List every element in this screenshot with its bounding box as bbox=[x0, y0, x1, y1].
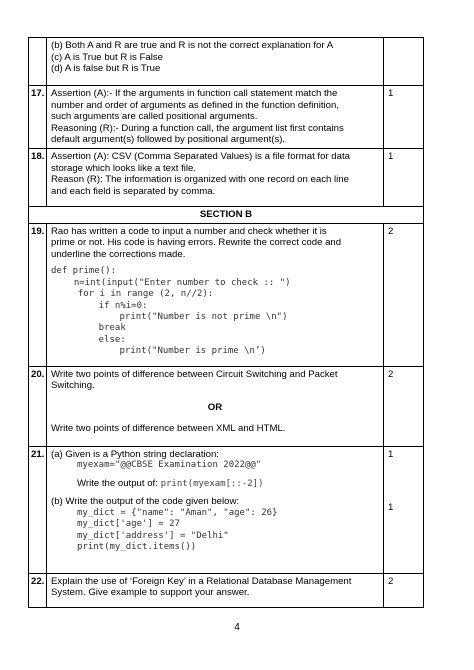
q19-code-line: print("Number is not prime \n") bbox=[87, 311, 288, 322]
q21-text bbox=[47, 446, 384, 573]
q18-number: 18. bbox=[29, 148, 47, 206]
q16-marks-cell bbox=[384, 38, 424, 86]
q20-or: OR bbox=[207, 401, 223, 413]
q17-marks: 1 bbox=[384, 86, 424, 149]
q21-a-write bbox=[51, 478, 379, 491]
q16-number-cell bbox=[29, 38, 47, 86]
q18-line: and each field is separated by comma. bbox=[51, 185, 216, 197]
q16-options-row bbox=[29, 38, 424, 86]
q20-line: Write two points of difference between Circuit Switching and Packet bbox=[51, 368, 338, 380]
q20-number: 20. bbox=[29, 366, 47, 446]
q18-marks: 1 bbox=[384, 148, 424, 206]
q22-line: System. Give example to support your answer. bbox=[51, 587, 250, 599]
q19-code-line: if n%i=0: bbox=[77, 300, 148, 311]
q20-text bbox=[47, 366, 384, 446]
q21-marks-a: 1 bbox=[388, 448, 394, 460]
q21-b-code-line: my_dict['address'] = "Delhi" bbox=[77, 530, 229, 541]
q21-a-write-label: Write the output of: bbox=[77, 477, 161, 489]
q19-text bbox=[47, 223, 384, 366]
q20-line: Switching. bbox=[51, 380, 95, 392]
q17-line: Assertion (A):- If the arguments in function call statement match the bbox=[51, 88, 338, 99]
q18-text bbox=[47, 148, 384, 206]
q21-b-code-line: my_dict = {"name": "Aman", "age": 26} bbox=[77, 507, 278, 518]
q19-code-line: def prime(): bbox=[51, 266, 117, 277]
q16-option-d: (d) A is false but R is True bbox=[51, 63, 161, 75]
q19-row bbox=[29, 223, 424, 366]
q17-line: number and order of arguments as defined in the function definition, bbox=[51, 99, 339, 111]
q22-marks: 2 bbox=[384, 573, 424, 607]
q21-b-code-line: print(my_dict.items()) bbox=[77, 541, 197, 552]
q21-part-b: (b) Write the output of the code given below: bbox=[51, 496, 240, 508]
q19-code-line: n=int(input("Enter number to check :: ") bbox=[63, 277, 291, 288]
page-number: 4 bbox=[234, 622, 240, 633]
q21-marks-cell bbox=[384, 446, 424, 573]
q16-option-b: (b) Both A and R are true and R is not the correct explanation for A bbox=[51, 40, 334, 51]
q16-option-c: (c) A is True but R is False bbox=[51, 51, 163, 63]
q22-line: Explain the use of ‘Foreign Key’ in a Relational Database Management bbox=[51, 575, 352, 587]
q19-line: underline the corrections made. bbox=[51, 248, 186, 260]
q21-part-a: (a) Given is a Python string declaration: bbox=[51, 448, 219, 460]
q21-row bbox=[29, 446, 424, 573]
q16-options-cell bbox=[47, 38, 384, 86]
section-b-row bbox=[29, 206, 424, 223]
q21-marks-b: 1 bbox=[388, 502, 394, 514]
q18-row bbox=[29, 148, 424, 206]
q19-line: Rao has written a code to input a number and check whether it is bbox=[51, 225, 327, 237]
q19-marks: 2 bbox=[384, 223, 424, 366]
q18-line: Assertion (A): CSV (Comma Separated Values) is a file format for data bbox=[51, 150, 350, 162]
q21-a-expression: print(myexam[::-2]) bbox=[160, 478, 264, 489]
q19-code-line: for i in range (2, n//2): bbox=[67, 289, 214, 300]
q20-marks: 2 bbox=[384, 366, 424, 446]
q19-code-line: print("Number is prime \n’) bbox=[87, 346, 266, 357]
q19-line: prime or not. His code is having errors. Rewrite the correct code and bbox=[51, 237, 342, 249]
section-b-heading: SECTION B bbox=[29, 206, 424, 223]
q22-number: 22. bbox=[29, 573, 47, 607]
q20-row bbox=[29, 366, 424, 446]
q19-code-line: break bbox=[77, 323, 126, 334]
q20-line: Write two points of difference between XML and HTML. bbox=[51, 423, 286, 435]
q18-line: Reason (R): The information is organized with one record on each line bbox=[51, 174, 349, 186]
q21-a-code: myexam="@@CBSE Examination 2022@@" bbox=[77, 460, 262, 471]
q19-number: 19. bbox=[29, 223, 47, 366]
q17-line: such arguments are called positional arguments. bbox=[51, 111, 258, 123]
q17-line: Reasoning (R):- During a function call, the argument list first contains bbox=[51, 122, 344, 134]
q21-b-code-line: my_dict['age'] = 27 bbox=[77, 519, 180, 530]
q17-number: 17. bbox=[29, 86, 47, 149]
q21-number: 21. bbox=[29, 446, 47, 573]
q22-row bbox=[29, 573, 424, 607]
q17-line: default argument(s) followed by positional argument(s). bbox=[51, 134, 286, 146]
question-paper-table bbox=[28, 37, 424, 608]
q19-code-line: else: bbox=[77, 334, 126, 345]
q18-line: storage which looks like a text file. bbox=[51, 162, 197, 174]
q17-text bbox=[47, 86, 384, 149]
q17-row bbox=[29, 86, 424, 149]
q22-text bbox=[47, 573, 384, 607]
